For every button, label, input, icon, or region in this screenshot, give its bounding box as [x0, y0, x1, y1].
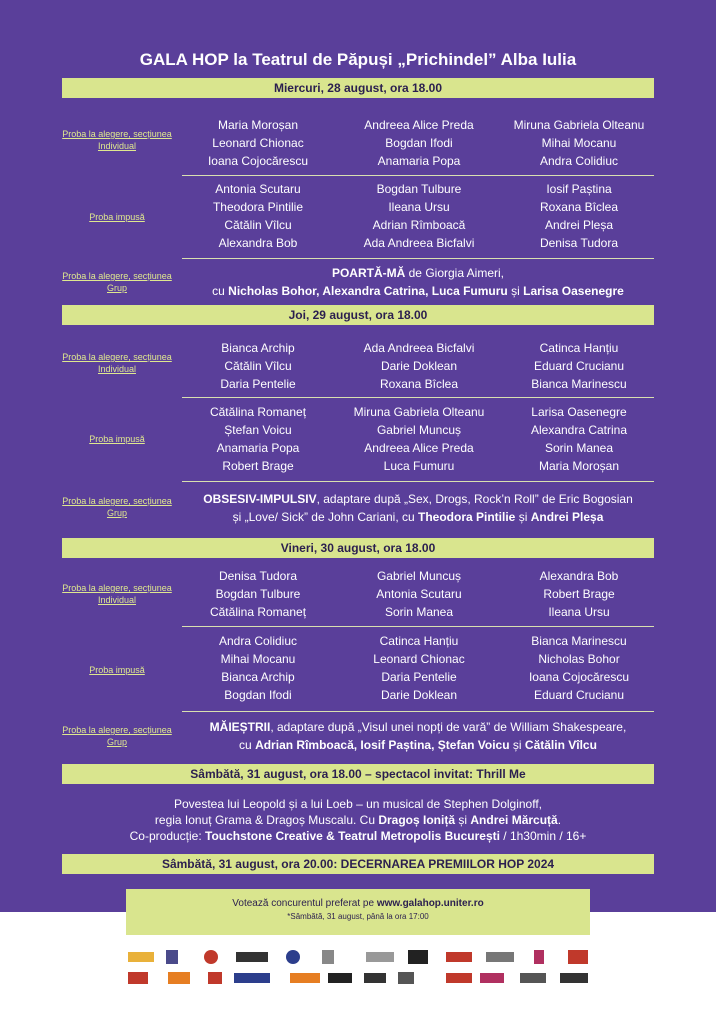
show-actors: Andrei Pleșa [530, 510, 604, 524]
sponsor-logo [328, 973, 352, 983]
sponsor-logo [128, 972, 148, 984]
contestant: Gabriel Muncuș [376, 423, 462, 437]
guest-line: Povestea lui Leopold și a lui Loeb – un musical de Stephen Dolginoff, [173, 797, 543, 811]
show-credit: și [515, 510, 531, 524]
sponsor-logo [486, 952, 514, 962]
guest-text: regia Ionuț Grama & Dragoș Muscalu. Cu [154, 813, 379, 827]
vote-text: Votează concurentul preferat pe [232, 898, 377, 909]
sponsor-logo [322, 950, 334, 964]
contestant: Ileana Ursu [548, 605, 610, 619]
contestant: Anamaria Popa [377, 154, 461, 168]
contestant: Roxana Bîclea [539, 200, 619, 214]
contestant: Bogdan Tulbure [215, 587, 301, 601]
group-performance [182, 264, 654, 300]
sponsor-logo [520, 973, 546, 983]
show-actors: Cătălin Vîlcu [524, 738, 597, 752]
contestant: Sorin Manea [384, 605, 454, 619]
sponsor-logo [480, 973, 504, 983]
show-credit: , adaptare după „Visul unei nopți de vară” de William Shakespeare, [270, 720, 627, 734]
contestant: Andrei Pleșa [544, 218, 614, 232]
label-individual: Proba la alegere, secțiunea Individual [62, 129, 172, 151]
contestant: Eduard Crucianu [533, 688, 625, 702]
contestant: Daria Pentelie [381, 670, 457, 684]
page-title: GALA HOP la Teatrul de Păpuși „Prichindel” Alba Iulia [139, 50, 577, 69]
guest-actor: Dragoș Ioniță [378, 813, 456, 827]
divider [182, 711, 654, 712]
sponsor-logo [446, 952, 472, 962]
day-header: Vineri, 30 august, ora 18.00 [62, 538, 654, 558]
label-individual: Proba la alegere, secțiunea Individual [62, 352, 172, 374]
sponsor-logo [168, 972, 190, 984]
sponsor-logo [366, 952, 394, 962]
sponsor-logo [286, 950, 300, 964]
names-impusa [182, 180, 654, 252]
contestant: Miruna Gabriela Olteanu [353, 405, 485, 419]
contestant: Catinca Hanțiu [379, 634, 459, 648]
contestant: Maria Moroșan [217, 118, 299, 132]
day-header: Joi, 29 august, ora 18.00 [62, 305, 654, 325]
contestant: Cătălin Vîlcu [224, 359, 292, 373]
contestant: Nicholas Bohor [538, 652, 620, 666]
vote-link[interactable]: www.galahop.uniter.ro [376, 898, 484, 909]
contestant: Ioana Cojocărescu [528, 670, 630, 684]
contestant: Luca Fumuru [383, 459, 455, 473]
sponsor-logo [560, 973, 588, 983]
guest-text: Co-producție: [129, 829, 206, 843]
contestant: Denisa Tudora [218, 569, 298, 583]
label-grup: Proba la alegere, secțiunea Grup [62, 271, 172, 293]
sponsor-logo [364, 973, 386, 983]
contestant: Cătălina Romaneț [209, 605, 307, 619]
contestant: Anamaria Popa [216, 441, 300, 455]
sponsor-logo [208, 972, 222, 984]
contestant: Bogdan Tulbure [376, 182, 462, 196]
contestant: Bogdan Ifodi [224, 688, 292, 702]
contestant: Larisa Oasenegre [531, 405, 627, 419]
contestant: Leonard Chionac [212, 136, 304, 150]
contestant: Roxana Bîclea [379, 377, 459, 391]
divider [182, 626, 654, 627]
guest-show-description [62, 796, 654, 844]
contestant: Bianca Archip [221, 341, 295, 355]
sponsor-logo [236, 952, 268, 962]
contestant: Antonia Scutaru [376, 587, 462, 601]
contestant: Ada Andreea Bicfalvi [363, 341, 475, 355]
contestant: Ada Andreea Bicfalvi [363, 236, 475, 250]
names-individual [182, 339, 654, 393]
label-individual: Proba la alegere, secțiunea Individual [62, 583, 172, 605]
guest-text: și [455, 813, 471, 827]
awards-header: Sâmbătă, 31 august, ora 20.00: DECERNAREA PREMIILOR HOP 2024 [62, 854, 654, 874]
show-actors: Theodora Pintilie [418, 510, 516, 524]
day-header: Miercuri, 28 august, ora 18.00 [62, 78, 654, 98]
show-title: MĂIEȘTRII [209, 720, 271, 734]
contestant: Ștefan Voicu [224, 423, 292, 437]
show-actors: Larisa Oasenegre [523, 284, 624, 298]
contestant: Cătălina Romaneț [209, 405, 307, 419]
group-performance [182, 718, 654, 754]
contestant: Eduard Crucianu [533, 359, 625, 373]
sponsor-logo [166, 950, 178, 964]
sponsor-logo [398, 972, 414, 984]
show-credit: , adaptare după „Sex, Drogs, Rock’n Roll” de Eric Bogosian [316, 492, 633, 506]
contestant: Andra Colidiuc [539, 154, 619, 168]
show-credit: cu [239, 738, 256, 752]
contestant: Iosif Paștina [546, 182, 612, 196]
sponsor-logo [568, 950, 588, 964]
contestant: Bianca Archip [221, 670, 295, 684]
contestant: Denisa Tudora [539, 236, 619, 250]
guest-line [62, 812, 654, 828]
contestant: Alexandra Catrina [530, 423, 628, 437]
names-impusa [182, 403, 654, 475]
contestant: Antonia Scutaru [215, 182, 301, 196]
guest-producer: Touchstone Creative & Teatrul Metropolis București [205, 829, 500, 843]
sponsor-logo [408, 950, 428, 964]
contestant: Maria Moroșan [538, 459, 620, 473]
contestant: Theodora Pintilie [212, 200, 304, 214]
show-title: OBSESIV-IMPULSIV [203, 492, 317, 506]
label-grup: Proba la alegere, secțiunea Grup [62, 496, 172, 518]
vote-line [126, 898, 590, 909]
contestant: Bogdan Ifodi [385, 136, 453, 150]
vote-box [126, 889, 590, 935]
divider [182, 175, 654, 176]
sponsor-logo [128, 952, 154, 962]
show-title: POARTĂ-MĂ [331, 266, 406, 280]
divider [182, 258, 654, 259]
contestant: Mihai Mocanu [541, 136, 617, 150]
contestant: Darie Doklean [380, 688, 458, 702]
label-impusa: Proba impusă [89, 212, 145, 222]
contestant: Daria Pentelie [220, 377, 296, 391]
show-actors: Adrian Rîmboacă, Iosif Paștina, Ștefan Voicu [255, 738, 510, 752]
guest-text: / 1h30min / 16+ [499, 829, 587, 843]
contestant: Bianca Marinescu [531, 377, 627, 391]
guest-text: . [557, 813, 562, 827]
sponsor-logo [534, 950, 544, 964]
show-credit: și „Love/ Sick” de John Cariani, cu [232, 510, 419, 524]
label-impusa: Proba impusă [89, 434, 145, 444]
contestant: Andreea Alice Preda [364, 441, 474, 455]
names-impusa [182, 632, 654, 704]
contestant: Darie Doklean [380, 359, 458, 373]
divider [182, 397, 654, 398]
contestant: Cătălin Vîlcu [224, 218, 292, 232]
names-individual [182, 116, 654, 170]
show-credit: cu [212, 284, 229, 298]
sponsor-logo [204, 950, 218, 964]
show-actors: Nicholas Bohor, Alexandra Catrina, Luca Fumuru [228, 284, 508, 298]
guest-show-header: Sâmbătă, 31 august, ora 18.00 – spectacol invitat: Thrill Me [62, 764, 654, 784]
contestant: Robert Brage [543, 587, 615, 601]
guest-actor: Andrei Mărcuță [470, 813, 558, 827]
sponsor-logo [446, 973, 472, 983]
show-credit: și [507, 284, 524, 298]
vote-note: *Sâmbătă, 31 august, până la ora 17:00 [287, 912, 429, 921]
contestant: Alexandra Bob [539, 569, 619, 583]
show-credit: de Giorgia Aimeri, [405, 266, 505, 280]
label-impusa: Proba impusă [89, 665, 145, 675]
contestant: Leonard Chionac [373, 652, 465, 666]
contestant: Ileana Ursu [388, 200, 450, 214]
label-grup: Proba la alegere, secțiunea Grup [62, 725, 172, 747]
contestant: Alexandra Bob [218, 236, 298, 250]
contestant: Miruna Gabriela Olteanu [513, 118, 645, 132]
contestant: Andreea Alice Preda [364, 118, 474, 132]
contestant: Sorin Manea [544, 441, 614, 455]
show-credit: și [509, 738, 525, 752]
contestant: Bianca Marinescu [531, 634, 627, 648]
sponsor-logo [234, 973, 270, 983]
sponsor-logo [290, 973, 320, 983]
guest-line [62, 828, 654, 844]
group-performance [182, 490, 654, 526]
contestant: Ioana Cojocărescu [207, 154, 309, 168]
contestant: Mihai Mocanu [220, 652, 296, 666]
contestant: Gabriel Muncuș [376, 569, 462, 583]
contestant: Robert Brage [222, 459, 294, 473]
contestant: Catinca Hanțiu [539, 341, 619, 355]
contestant: Andra Colidiuc [218, 634, 298, 648]
divider [182, 481, 654, 482]
names-individual [182, 567, 654, 621]
contestant: Adrian Rîmboacă [372, 218, 466, 232]
